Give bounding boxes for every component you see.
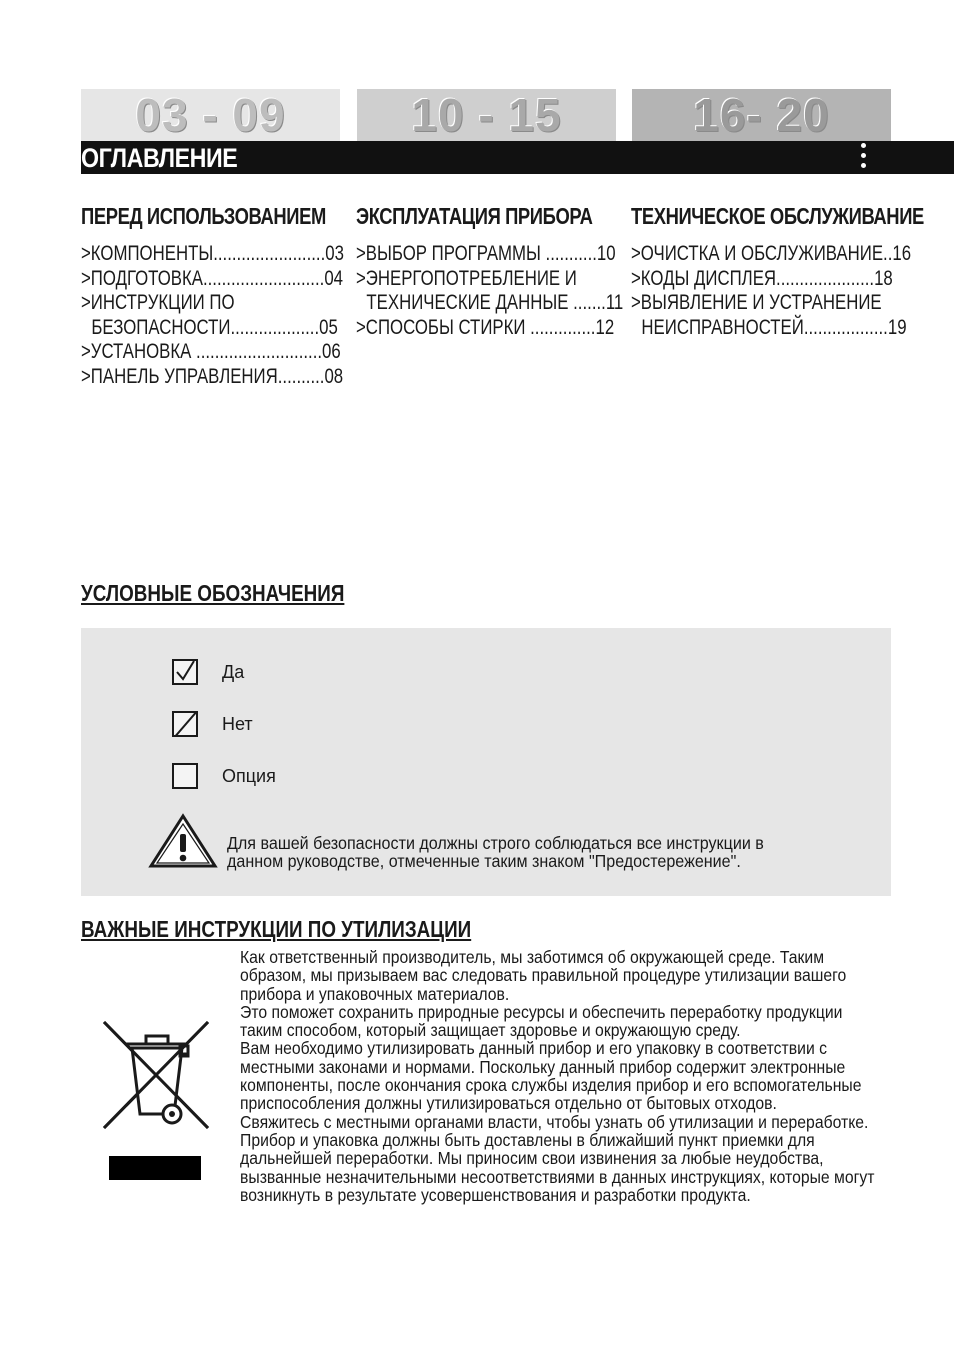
disposal-paragraph: Это поможет сохранить природные ресурсы и обеспечить переработку продукции таким способом, который защищает здоровье и окружающую среду. — [240, 1001, 843, 1041]
checkbox-no-icon — [172, 711, 198, 737]
toc-item-components[interactable]: >КОМПОНЕНТЫ........................03 — [81, 242, 344, 265]
toc-item-program-select[interactable]: >ВЫБОР ПРОГРАММЫ ...........10 — [356, 242, 616, 265]
toc-item-control-panel[interactable]: >ПАНЕЛЬ УПРАВЛЕНИЯ..........08 — [81, 364, 344, 388]
disposal-paragraph: Свяжитесь с местными органами власти, чтобы узнать об утилизации и переработке. Прибор и упаковка должны быть доставлены в ближайший пункт приемки для дальнейшей переработки. Мы приносим свои извинения за любые неудобства, вызванные незначительными несоответствиями в данных инструкциях, которые могут возникнуть в результате усовершенствования и разработки продукта. — [240, 1111, 875, 1205]
warning-triangle-icon — [148, 813, 218, 869]
disposal-bar — [109, 1156, 201, 1180]
toc-item-cleaning[interactable]: >ОЧИСТКА И ОБСЛУЖИВАНИЕ..16 — [631, 242, 912, 265]
column-heading: ТЕХНИЧЕСКОЕ ОБСЛУЖИВАНИЕ — [631, 203, 924, 229]
tab-pages-16-20[interactable]: 16- 20 — [632, 89, 891, 141]
symbol-yes-label: Да — [222, 662, 245, 682]
toc-column-maintenance — [631, 203, 954, 340]
toc-item-washing-methods[interactable]: >СПОСОБЫ СТИРКИ ..............12 — [356, 315, 615, 339]
disposal-paragraph: Как ответственный производитель, мы заботимся об окружающей среде. Таким образом, мы призываем вас следовать правильной процедуре утилизации вашего прибора и упаковочных материалов. — [240, 947, 847, 1004]
column-heading: ЭКСПЛУАТАЦИЯ ПРИБОРА — [356, 203, 593, 229]
disposal-text — [240, 948, 888, 1204]
toc-item-safety[interactable]: >ИНСТРУКЦИИ ПО БЕЗОПАСНОСТИ...................05 — [81, 291, 338, 339]
toc-item-energy-data[interactable]: >ЭНЕРГОПОТРЕБЛЕНИЕ И ТЕХНИЧЕСКИЕ ДАННЫЕ .......11 — [356, 266, 624, 314]
column-heading: ПЕРЕД ИСПОЛЬЗОВАНИЕМ — [81, 203, 326, 229]
symbol-option-label: Опция — [222, 766, 276, 786]
symbol-no-label: Нет — [222, 714, 253, 734]
tab-pages-10-15[interactable]: 10 - 15 — [357, 89, 616, 141]
symbols-panel — [81, 628, 891, 896]
toc-item-installation[interactable]: >УСТАНОВКА ...........................06 — [81, 340, 341, 363]
disposal-heading: ВАЖНЫЕ ИНСТРУКЦИИ ПО УТИЛИЗАЦИИ — [81, 916, 472, 942]
tab-pages-03-09[interactable]: 03 - 09 — [81, 89, 340, 141]
vertical-dots-icon — [861, 143, 867, 173]
checkbox-option-icon — [172, 763, 198, 789]
warning-text: Для вашей безопасности должны строго соблюдаться все инструкции в данном руководстве, отмеченные таким знаком "Предостережение". — [227, 833, 764, 871]
toc-item-preparation[interactable]: >ПОДГОТОВКА..........................04 — [81, 266, 343, 290]
checkbox-yes-icon — [172, 659, 198, 685]
page-title: ОГЛАВЛЕНИЕ — [81, 143, 238, 173]
toc-item-display-codes[interactable]: >КОДЫ ДИСПЛЕЯ.....................18 — [631, 266, 893, 290]
toc-item-troubleshooting[interactable]: >ВЫЯВЛЕНИЕ И УСТРАНЕНИЕ НЕИСПРАВНОСТЕЙ..................19 — [631, 291, 907, 339]
title-bar — [81, 141, 954, 174]
disposal-paragraph: Вам необходимо утилизировать данный прибор и его упаковку в соответствии с местными законами и нормами. Поскольку данный прибор содержит электронные компоненты, после окончания срока службы изделия прибор и его вспомогательные приспособления должны утилизироваться отдельно от бытовых отходов. — [240, 1038, 862, 1114]
crossed-bin-icon — [102, 1018, 212, 1132]
symbols-heading: УСЛОВНЫЕ ОБОЗНАЧЕНИЯ — [81, 580, 345, 606]
